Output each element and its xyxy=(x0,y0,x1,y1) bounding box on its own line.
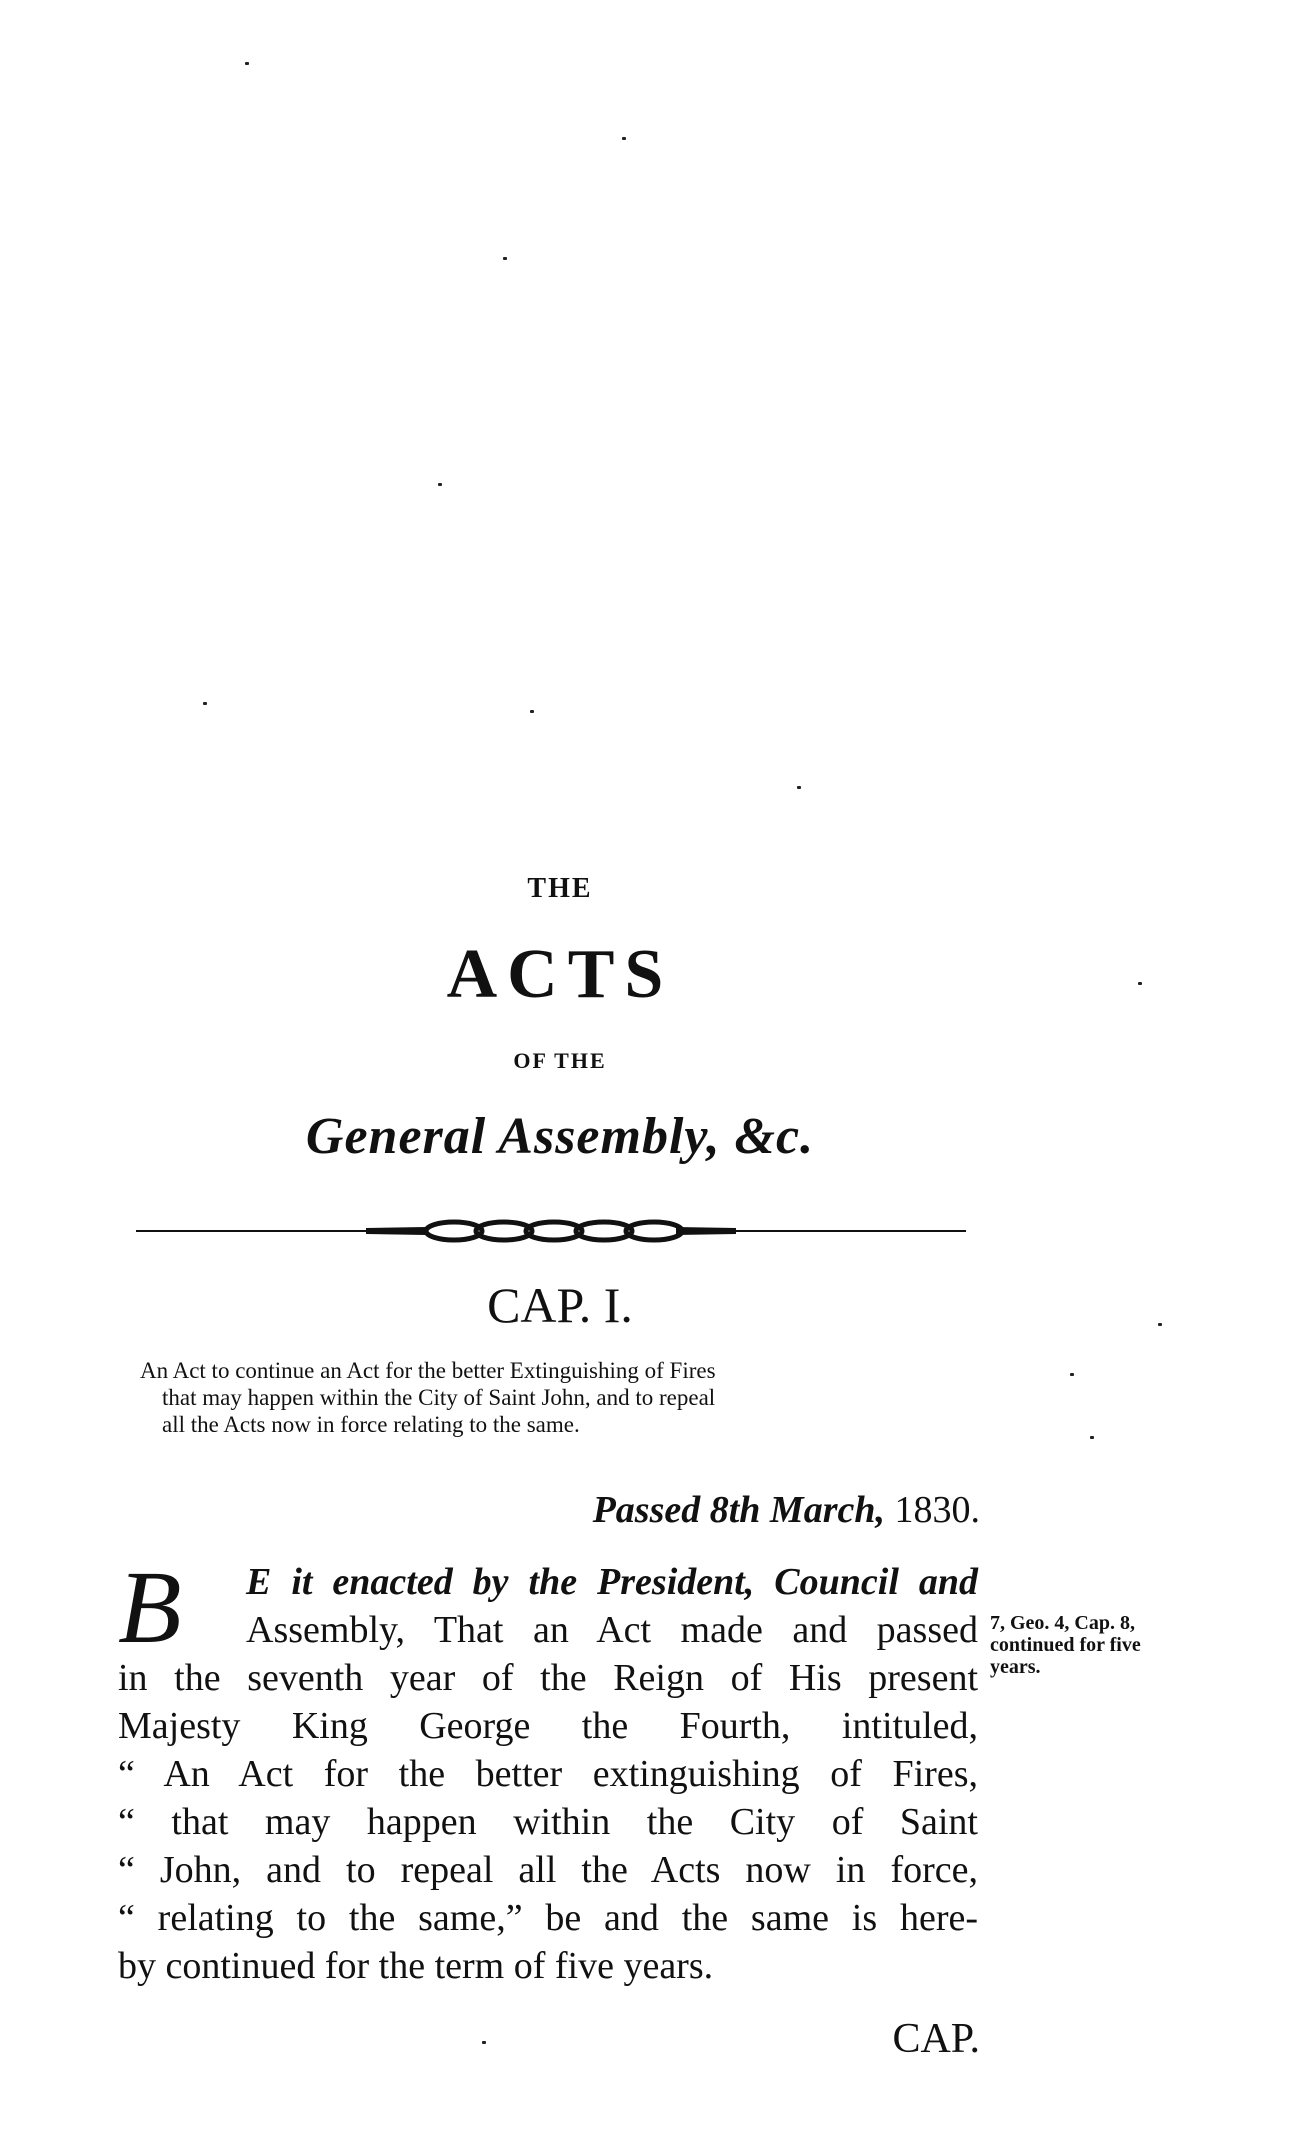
body-line: “ An Act for the better extinguishing of Fires, xyxy=(118,1753,978,1795)
drop-cap: B xyxy=(118,1550,182,1665)
speck xyxy=(530,710,534,713)
speck xyxy=(622,137,626,140)
body-line: E it enacted by the President, Council and xyxy=(246,1561,978,1603)
margin-note xyxy=(990,1612,1220,1678)
title-the: THE xyxy=(527,873,593,904)
speck xyxy=(503,257,507,260)
margin-note-line: continued for five xyxy=(990,1634,1141,1656)
speck xyxy=(482,2041,486,2044)
summary-line: all the Acts now in force relating to the same. xyxy=(162,1412,580,1437)
body-line: “ that may happen within the City of Saint xyxy=(118,1801,978,1843)
catchword: CAP. xyxy=(892,2016,980,2062)
passed-label: Passed 8th March, xyxy=(592,1489,885,1531)
title-of-the: OF THE xyxy=(513,1048,607,1073)
passed-date xyxy=(470,1488,980,1532)
margin-note-line: years. xyxy=(990,1656,1041,1678)
speck xyxy=(1158,1323,1162,1326)
speck xyxy=(1070,1373,1074,1376)
body-line: “ relating to the same,” be and the same is here- xyxy=(118,1897,978,1939)
margin-note-line: 7, Geo. 4, Cap. 8, xyxy=(990,1612,1135,1634)
chapter-heading: CAP. I. xyxy=(487,1277,633,1333)
summary-line: An Act to continue an Act for the better Extinguishing of Fires xyxy=(140,1358,716,1383)
body-line: Assembly, That an Act made and passed xyxy=(246,1609,978,1651)
summary-line: that may happen within the City of Saint John, and to repeal xyxy=(162,1385,716,1410)
body-line: Majesty King George the Fourth, intituled, xyxy=(118,1705,978,1747)
body-line: in the seventh year of the Reign of His present xyxy=(118,1657,978,1699)
speck xyxy=(203,702,207,705)
act-summary xyxy=(140,1357,975,1438)
title-general-assembly: General Assembly, &c. xyxy=(305,1108,815,1165)
speck xyxy=(1090,1436,1094,1439)
speck xyxy=(438,483,442,486)
speck xyxy=(1138,982,1142,985)
title-acts: ACTS xyxy=(446,936,674,1013)
speck xyxy=(797,786,801,789)
body-line: by continued for the term of five years. xyxy=(118,1945,714,1987)
ornamental-rule xyxy=(136,1215,966,1247)
body-line: “ John, and to repeal all the Acts now in force, xyxy=(118,1849,978,1891)
speck xyxy=(245,62,249,65)
enacting-clause xyxy=(118,1550,978,1990)
passed-year: 1830. xyxy=(894,1489,980,1531)
